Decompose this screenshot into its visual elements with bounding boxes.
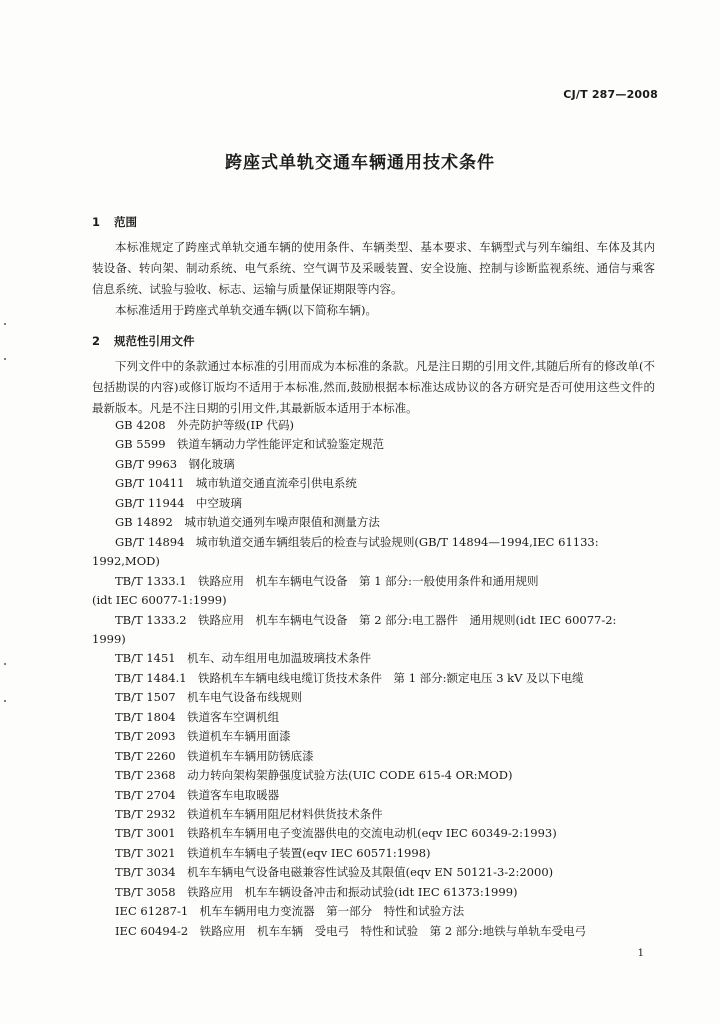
reference-item: TB/T 1804 铁道客车空调机组: [115, 709, 280, 724]
section-1-paragraph-1: 本标准规定了跨座式单轨交通车辆的使用条件、车辆类型、基本要求、车辆型式与列车编组、车体及其内装设备、转向架、制动系统、电气系统、空气调节及采暖装置、安全设施、控制与诊断监视系统、通信与乘客信息系统、试验与验收、标志、运输与质量保证期限等内容。: [92, 240, 655, 296]
reference-item: TB/T 2368 动力转向架构架静强度试验方法(UIC CODE 615-4 OR:MOD): [115, 768, 513, 783]
page-number: 1: [637, 948, 644, 959]
reference-item: TB/T 2704 铁道客车电取暖器: [115, 787, 280, 802]
section-2-title: 规范性引用文件: [114, 334, 195, 348]
reference-item: TB/T 2260 铁道机车车辆用防锈底漆: [115, 748, 314, 763]
scan-speck: [4, 700, 6, 702]
reference-item: IEC 61287-1 机车车辆用电力变流器 第一部分 特性和试验方法: [115, 904, 465, 919]
reference-item: TB/T 2932 铁道机车车辆用阻尼材料供货技术条件: [115, 807, 383, 821]
reference-item: TB/T 2093 铁道机车车辆用面漆: [115, 729, 291, 744]
section-1-title: 范围: [114, 215, 137, 229]
reference-item-continuation: 1992,MOD): [92, 554, 160, 569]
reference-item: TB/T 1333.1 铁路应用 机车车辆电气设备 第 1 部分:一般使用条件和通用规则: [115, 573, 539, 588]
scan-speck: [4, 323, 6, 325]
reference-item: TB/T 1451 机车、动车组用电加温玻璃技术条件: [115, 651, 372, 666]
reference-item-continuation: 1999): [92, 631, 126, 646]
standard-code: CJ/T 287—2008: [563, 88, 658, 101]
reference-item: TB/T 3021 铁道机车车辆电子装置(eqv IEC 60571:1998): [115, 845, 431, 860]
reference-item: GB/T 9963 钢化玻璃: [115, 456, 235, 471]
reference-item: IEC 60494-2 铁路应用 机车车辆 受电弓 特性和试验 第 2 部分:地铁与单轨车受电弓: [115, 923, 587, 938]
section-2-number: 2: [92, 334, 101, 348]
reference-item: GB/T 10411 城市轨道交通直流牵引供电系统: [115, 476, 357, 491]
scan-speck: [4, 663, 6, 665]
section-2-heading: [92, 333, 195, 349]
reference-item: GB 4208 外壳防护等级(IP 代码): [115, 418, 294, 432]
reference-item: TB/T 3034 机车车辆电气设备电磁兼容性试验及其限值(eqv EN 50121-3-2:2000): [115, 865, 554, 880]
section-1-number: 1: [92, 215, 101, 229]
reference-item: GB/T 14894 城市轨道交通车辆组装后的检查与试验规则(GB/T 14894—1994,IEC 61133:: [115, 534, 599, 549]
section-1-heading: [92, 214, 137, 230]
reference-item: GB 5599 铁道车辆动力学性能评定和试验鉴定规范: [115, 437, 385, 452]
reference-item: GB/T 11944 中空玻璃: [115, 495, 242, 510]
scan-speck: [4, 358, 6, 360]
reference-item: TB/T 1333.2 铁路应用 机车车辆电气设备 第 2 部分:电工器件 通用规则(idt IEC 60077-2:: [115, 612, 617, 627]
reference-item-continuation: (idt IEC 60077-1:1999): [92, 593, 227, 608]
reference-item: GB 14892 城市轨道交通列车噪声限值和测量方法: [115, 515, 380, 530]
reference-item: TB/T 3058 铁路应用 机车车辆设备冲击和振动试验(idt IEC 61373:1999): [115, 884, 518, 899]
document-title: 跨座式单轨交通车辆通用技术条件: [225, 153, 495, 173]
section-2-paragraph-1: 下列文件中的条款通过本标准的引用而成为本标准的条款。凡是注日期的引用文件,其随后所有的修改单(不包括勘误的内容)或修订版均不适用于本标准,然而,鼓励根据本标准达成协议的各方研究是否可使用这些文件的最新版本。凡是不注日期的引用文件,其最新版本适用于本标准。: [92, 359, 655, 415]
reference-item: TB/T 1507 机车电气设备布线规则: [115, 690, 303, 705]
reference-item: TB/T 1484.1 铁路机车车辆电线电缆订货技术条件 第 1 部分:额定电压 3 kV 及以下电缆: [115, 670, 584, 685]
reference-item: TB/T 3001 铁路机车车辆用电子变流器供电的交流电动机(eqv IEC 60349-2:1993): [115, 826, 557, 841]
section-1-paragraph-2: 本标准适用于跨座式单轨交通车辆(以下简称车辆)。: [115, 303, 377, 317]
